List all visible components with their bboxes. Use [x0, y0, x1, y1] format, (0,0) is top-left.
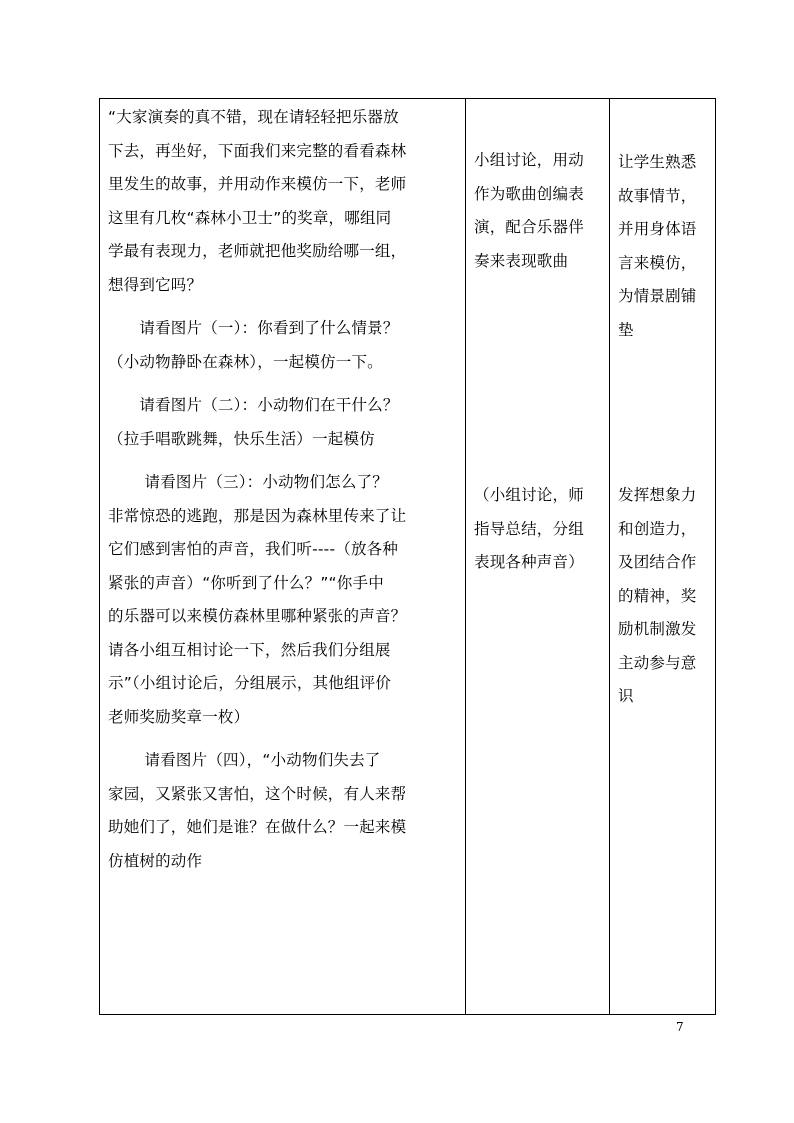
- text-line: （拉手唱歌跳舞，快乐生活）一起模仿: [108, 429, 375, 448]
- text-line: 奏来表现歌曲: [474, 251, 569, 270]
- paragraph: [108, 101, 458, 302]
- text-line: （小组讨论，师: [474, 486, 584, 504]
- text-line: 作为歌曲创编表: [474, 184, 584, 203]
- lesson-plan-table: [99, 98, 716, 1015]
- column-divider-2: [609, 99, 610, 1014]
- paragraph: [108, 466, 458, 734]
- text-line: 请看图片（二）：小动物们在干什么？: [108, 396, 399, 414]
- text-line: 请看图片（三）：小动物们怎么了？: [108, 473, 388, 491]
- text-line: 励机制激发: [618, 620, 697, 638]
- paragraph: [108, 744, 458, 878]
- text-line: 言来模仿，: [618, 253, 697, 272]
- student-activity-block-2: [474, 479, 604, 580]
- text-line: 里发生的故事，并用动作来模仿一下，老师: [108, 175, 407, 193]
- text-line: 它们感到害怕的声音，我们听----（放各种: [108, 540, 399, 558]
- text-line: 请看图片（一）：你看到了什么情景？: [108, 319, 399, 337]
- text-line: 让学生熟悉: [618, 153, 697, 171]
- teaching-process-cell: [108, 101, 458, 878]
- text-line: 小组讨论，用动: [474, 151, 584, 169]
- text-line: 的乐器可以来模仿森林里哪种紧张的声音？: [108, 607, 407, 625]
- text-line: 指导总结，分组: [474, 519, 584, 538]
- text-line: 非常惊恐的逃跑，那是因为森林里传来了让: [108, 506, 407, 525]
- text-line: 和创造力，: [618, 519, 697, 538]
- design-intent-block-1: [618, 146, 708, 347]
- text-line: 家园，又紧张又害怕，这个时候，有人来帮: [108, 784, 407, 803]
- paragraph: [108, 312, 458, 379]
- student-activity-block-1: [474, 144, 604, 278]
- text-line: “大家演奏的真不错，现在请轻轻把乐器放: [108, 108, 399, 126]
- text-line: （小动物静卧在森林），一起模仿一下。: [108, 352, 383, 371]
- text-line: 演，配合乐器伴: [474, 218, 584, 236]
- text-line: 这里有几枚“森林小卫士”的奖章，哪组同: [108, 208, 392, 227]
- text-line: 下去，再坐好，下面我们来完整的看看森林: [108, 141, 407, 160]
- column-divider-1: [465, 99, 466, 1014]
- text-line: 学最有表现力，老师就把他奖励给哪一组，: [108, 242, 407, 260]
- text-line: 表现各种声音）: [474, 553, 584, 571]
- text-line: 仿植树的动作: [108, 851, 203, 870]
- text-line: 想得到它吗？: [108, 275, 203, 294]
- text-line: 老师奖励奖章一枚）: [108, 707, 250, 726]
- text-line: 示”（小组讨论后，分组展示，其他组评价: [108, 674, 392, 692]
- text-line: 发挥想象力: [618, 486, 697, 504]
- text-line: 请看图片（四），“小动物们失去了: [108, 751, 381, 769]
- text-line: 垫: [618, 320, 634, 339]
- paragraph: [108, 389, 458, 456]
- text-line: 故事情节，: [618, 186, 697, 205]
- text-line: 并用身体语: [618, 220, 697, 238]
- text-line: 主动参与意: [618, 653, 697, 672]
- text-line: 助她们了，她们是谁？在做什么？一起来模: [108, 818, 407, 836]
- text-line: 为情景剧铺: [618, 287, 697, 305]
- text-line: 识: [618, 687, 634, 705]
- text-line: 紧张的声音）“你听到了什么？”“你手中: [108, 573, 384, 592]
- text-line: 及团结合作: [618, 553, 697, 571]
- text-line: 请各小组互相讨论一下，然后我们分组展: [108, 640, 391, 659]
- text-line: 的精神，奖: [618, 586, 697, 605]
- page-number: 7: [676, 1020, 684, 1034]
- design-intent-block-2: [618, 479, 708, 714]
